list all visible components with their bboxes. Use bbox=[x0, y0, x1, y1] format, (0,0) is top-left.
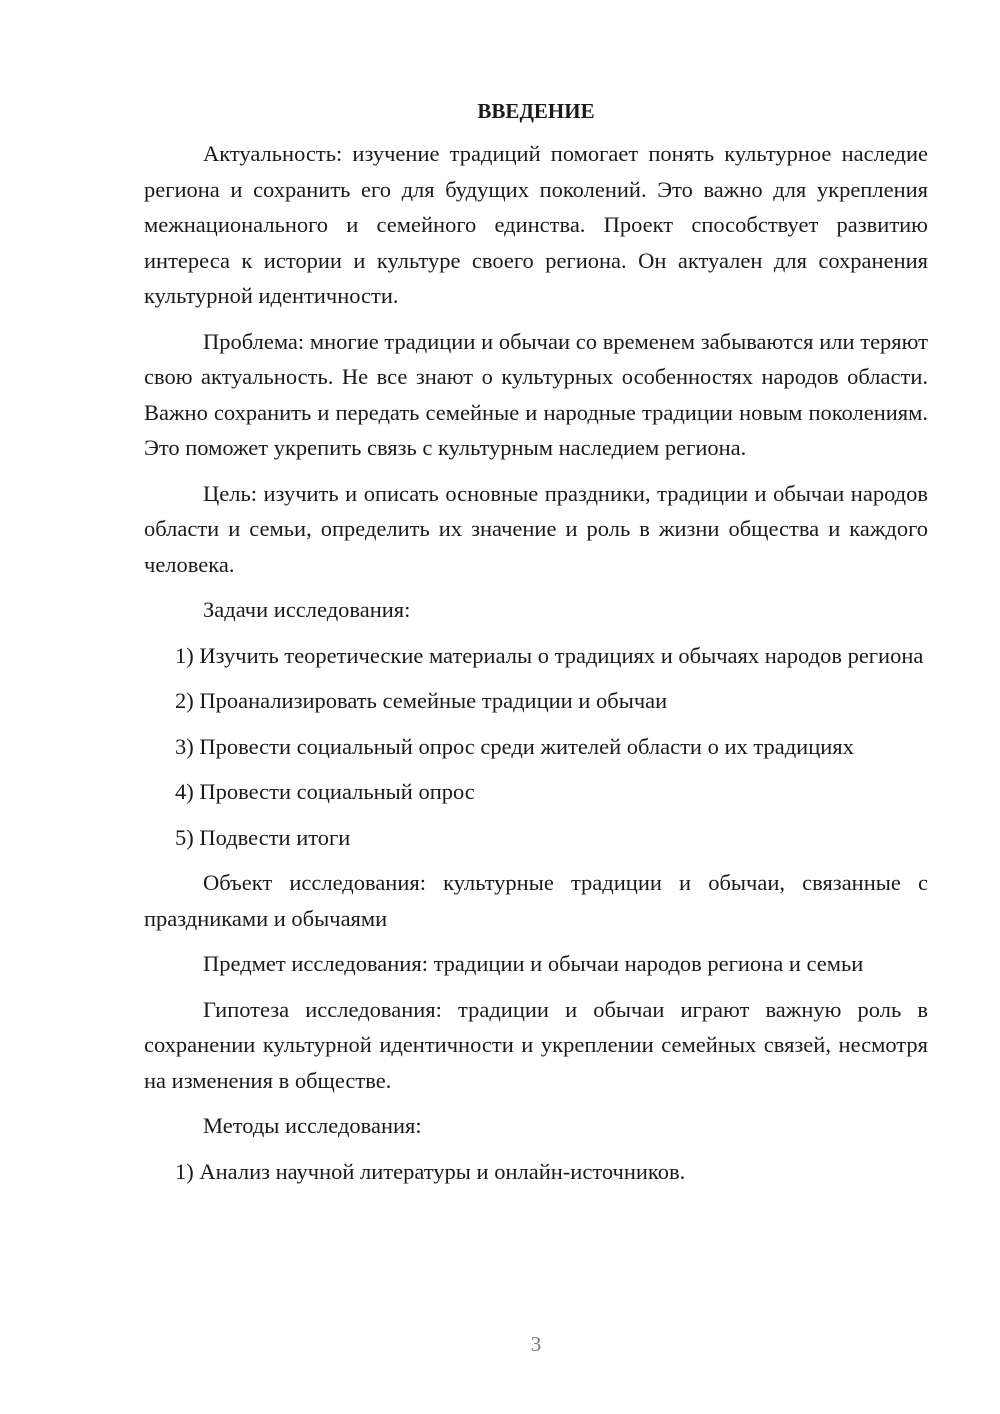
paragraph-object: Объект исследования: культурные традиции и обычаи, связанные с праздниками и обычаями bbox=[144, 870, 928, 931]
method-item-1: 1) Анализ научной литературы и онлайн-источников. bbox=[175, 1158, 686, 1184]
task-item-1: 1) Изучить теоретические материалы о традициях и обычаях народов региона bbox=[175, 642, 924, 668]
tasks-heading: Задачи исследования: bbox=[203, 597, 411, 622]
paragraph-problem: Проблема: многие традиции и обычаи со временем забываются или теряют свою актуальность. Не все знают о культурных особенностях народов области. Важно сохранить и передать семейные и народные традиции новым поколениям. Это поможет укрепить связь с культурным наследием региона. bbox=[144, 328, 928, 460]
task-item-5: 5) Подвести итоги bbox=[175, 824, 351, 850]
paragraph-goal: Цель: изучить и описать основные праздники, традиции и обычаи народов области и семьи, определить их значение и роль в жизни общества и каждого человека. bbox=[144, 480, 928, 577]
task-item-4: 4) Провести социальный опрос bbox=[175, 779, 475, 804]
paragraph-hypothesis: Гипотеза исследования: традиции и обычаи играют важную роль в сохранении культурной идентичности и укреплении семейных связей, несмотря на изменения в обществе. bbox=[144, 996, 928, 1093]
document-page bbox=[144, 96, 928, 1199]
page-number: 3 bbox=[530, 1332, 542, 1356]
task-item-2: 2) Проанализировать семейные традиции и обычаи bbox=[175, 688, 668, 713]
paragraph-subject: Предмет исследования: традиции и обычаи народов региона и семьи bbox=[203, 951, 864, 976]
methods-heading: Методы исследования: bbox=[203, 1113, 422, 1138]
section-title: ВВЕДЕНИЕ bbox=[477, 99, 595, 123]
paragraph-relevance: Актуальность: изучение традиций помогает понять культурное наследие региона и сохранить его для будущих поколений. Это важно для укрепления межнационального и семейного единства. Проект способствует развитию интереса к истории и культуре своего региона. Он актуален для сохранения культурной идентичности. bbox=[144, 141, 928, 308]
task-item-3: 3) Провести социальный опрос среди жителей области о их традициях bbox=[175, 733, 854, 759]
